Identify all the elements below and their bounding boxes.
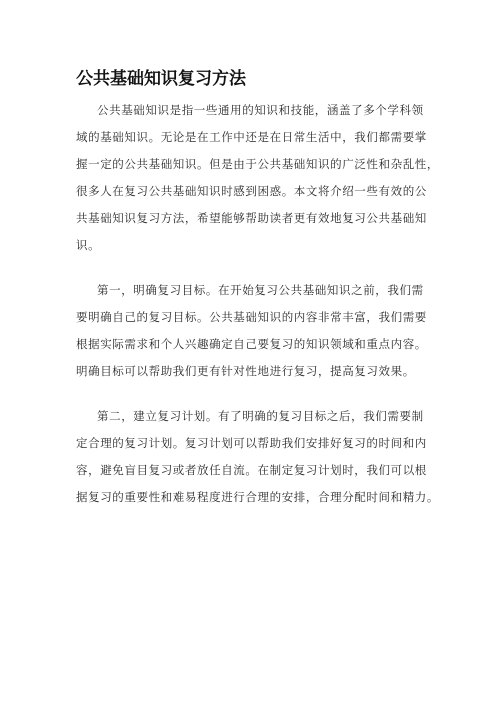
paragraph-line: 公共基础知识是指一些通用的知识和技能，涵盖了多个学科领	[97, 103, 424, 117]
paragraph-line: 共基础知识复习方法，希望能够帮助读者更有效地复习公共基础知	[76, 211, 427, 225]
paragraph-line: 定合理的复习计划。复习计划可以帮助我们安排好复习的时间和内	[76, 436, 427, 450]
document-title: 公共基础知识复习方法	[76, 69, 246, 89]
paragraph-line: 要明确自己的复习目标。公共基础知识的内容非常丰富，我们需要	[76, 310, 427, 324]
paragraph-line: 域的基础知识。无论是在工作中还是在日常生活中，我们都需要掌	[76, 130, 427, 144]
paragraph-line: 握一定的公共基础知识。但是由于公共基础知识的广泛性和杂乱性，	[76, 157, 439, 171]
paragraph-line: 很多人在复习公共基础知识时感到困惑。本文将介绍一些有效的公	[76, 184, 427, 198]
paragraph-line: 明确目标可以帮助我们更有针对性地进行复习，提高复习效果。	[76, 364, 415, 378]
paragraph-line: 据复习的重要性和难易程度进行合理的安排，合理分配时间和精力。	[76, 490, 439, 504]
paragraph-line: 识。	[76, 238, 101, 252]
paragraph-line: 容，避免盲目复习或者放任自流。在制定复习计划时，我们可以根	[76, 463, 427, 477]
paragraph-line: 第二，建立复习计划。有了明确的复习目标之后，我们需要制	[97, 409, 424, 423]
paragraph-line: 第一，明确复习目标。在开始复习公共基础知识之前，我们需	[97, 283, 424, 297]
paragraph-line: 根据实际需求和个人兴趣确定自己要复习的知识领域和重点内容。	[76, 337, 427, 351]
